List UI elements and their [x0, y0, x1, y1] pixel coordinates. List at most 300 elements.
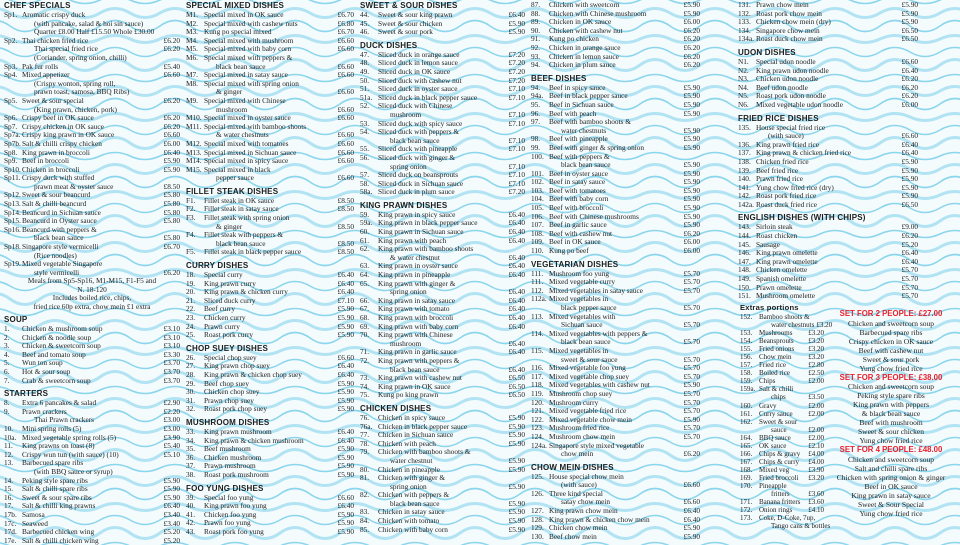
item-number: 17b. — [4, 511, 22, 520]
menu-item — [4, 377, 180, 386]
item-name: King prawn chop suey — [204, 362, 336, 371]
item-number: Sp7b. — [4, 140, 22, 149]
menu-item — [4, 537, 180, 545]
item-name: Kung po chicken — [549, 35, 682, 44]
item-name: Mixed vegetables in — [549, 347, 698, 356]
item-name: Yung chow fried rice (dry) — [756, 184, 900, 193]
item-name: King prawn in pineapple — [378, 271, 507, 280]
item-number: M15. — [186, 166, 204, 175]
menu-item — [740, 313, 824, 321]
item-name: black bean sauce — [378, 137, 507, 146]
menu-item — [740, 410, 824, 418]
item-number: Sp10. — [4, 166, 22, 175]
item-name: Boiled rice — [759, 369, 806, 377]
item-price: £5.90 — [336, 397, 354, 406]
item-price: £6.60 — [336, 45, 354, 54]
item-name: Beef in OK sauce — [549, 238, 682, 247]
item-number: 115. — [531, 347, 549, 356]
item-price: £5.90 — [682, 84, 700, 93]
item-number: 151. — [738, 292, 756, 301]
item-number: 48. — [360, 59, 378, 68]
item-number: 75. — [360, 391, 378, 400]
item-price — [178, 80, 180, 89]
item-name: Chicken in pineapple — [378, 466, 507, 475]
item-price: £5.90 — [507, 20, 525, 29]
item-number: 58. — [360, 180, 378, 189]
item-name: Onion rings — [759, 506, 806, 514]
item-number: 45. — [360, 20, 378, 29]
item-name: King prawns on toast (8) — [22, 442, 162, 451]
menu-item — [740, 418, 824, 426]
item-name: Chicken in plum sauce — [549, 61, 682, 70]
item-number: 97. — [531, 118, 549, 127]
item-price: £6.50 — [507, 383, 525, 392]
item-price: £5.70 — [682, 433, 700, 442]
item-price: £7.10 — [507, 163, 525, 172]
item-price: £5.90 — [682, 144, 700, 153]
item-name: Special mixed with bamboo shoots — [204, 123, 352, 132]
menu-item — [531, 442, 700, 451]
item-name: Sweet & sour chicken — [378, 20, 507, 29]
item-price: £3.60 — [806, 498, 824, 506]
set-meal-item: Salt and chilli spare ribs — [822, 464, 960, 473]
menu-item — [186, 214, 354, 223]
item-name: Chicken in satay sauce — [378, 508, 507, 517]
item-price: £6.20 — [900, 75, 918, 84]
item-price: £5.90 — [682, 524, 700, 533]
menu-item — [740, 450, 824, 458]
item-number: 167. — [740, 458, 759, 466]
item-number: 56. — [360, 154, 378, 163]
item-price: £6.60 — [162, 131, 180, 140]
item-price: £5.90 — [507, 414, 525, 423]
menu-item — [740, 458, 824, 466]
item-number: 102. — [531, 178, 549, 187]
item-name: prawn meat & oyster sauce — [22, 183, 162, 192]
item-name: mushroom — [378, 340, 507, 349]
item-price: £6.60 — [336, 494, 354, 503]
item-price: £4.00 — [806, 458, 824, 466]
item-name: Beef udon noodle — [756, 84, 900, 93]
item-price: £6.20 — [162, 114, 180, 123]
item-price: £5.90 — [336, 511, 354, 520]
item-price: £5.70 — [682, 304, 700, 313]
item-number — [4, 269, 22, 278]
item-name: King prawn chow mein — [549, 507, 682, 516]
item-number: 40. — [186, 502, 204, 511]
item-number: 26. — [186, 354, 204, 363]
menu-item — [531, 490, 700, 499]
menu-item — [740, 466, 824, 474]
item-name: Beancurd with peppers & — [22, 226, 178, 235]
item-name: Chicken in broccoli — [22, 166, 162, 175]
set-meals — [822, 309, 960, 518]
item-name: Sweet & sour spare ribs — [22, 494, 162, 503]
item-name: & water chestnut — [378, 254, 507, 263]
item-number: 108. — [531, 230, 549, 239]
item-price: £5.90 — [682, 110, 700, 119]
item-price: £5.70 — [682, 278, 700, 287]
item-price: £6.60 — [336, 88, 354, 97]
item-number: M5. — [186, 45, 204, 54]
item-number: 121. — [531, 407, 549, 416]
item-number: 143. — [738, 223, 756, 232]
item-number: 153. — [740, 329, 759, 337]
item-price: £5.90 — [682, 92, 700, 101]
item-number: Sp14. — [4, 209, 22, 218]
item-name: Sliced duck in lemon sauce — [378, 59, 507, 68]
item-number: 98. — [531, 135, 549, 144]
item-price: £5.90 — [682, 161, 700, 170]
item-number: 156. — [740, 353, 759, 361]
item-number: Sp15. — [4, 217, 22, 226]
item-name: black bean sauce — [549, 161, 682, 170]
item-name: King prawn with ginger & — [378, 280, 523, 289]
item-price: £6.40 — [336, 428, 354, 437]
item-price: £5.90 — [682, 170, 700, 179]
menu-item — [186, 97, 354, 106]
item-name: Chicken with baby corn — [378, 526, 507, 535]
item-number: 159a. — [740, 385, 759, 393]
menu-item — [738, 101, 918, 110]
item-name: Crispy wun tun (with sauce) (10) — [22, 451, 162, 460]
item-number: 168. — [740, 466, 759, 474]
item-price: £5.90 — [336, 331, 354, 340]
item-name: satay chow mein — [549, 498, 682, 507]
item-number: 46. — [360, 28, 378, 37]
item-name: Chicken in lemon sauce — [549, 53, 682, 62]
set-meal-item: Sweet & sour chicken — [822, 427, 960, 436]
item-name: Chicken curry — [204, 314, 336, 323]
item-name: Mixed vegetable Singapore — [22, 260, 178, 269]
item-number: 145. — [738, 241, 756, 250]
item-name: Samosa — [22, 511, 162, 520]
item-price: £6.40 — [507, 262, 525, 271]
item-name: black bean sauce — [378, 366, 507, 375]
item-price: £5.90 — [507, 431, 525, 440]
item-number: 51a. — [360, 94, 378, 103]
item-price: £3.40 — [162, 511, 180, 520]
item-name: Chicken chow mein — [549, 524, 682, 533]
item-name: Chicken with ginger & — [378, 474, 523, 483]
set-meal-item: Peking style spare ribs — [822, 391, 960, 400]
item-number: 149. — [738, 275, 756, 284]
item-number: 90. — [531, 27, 549, 36]
item-number: 128. — [531, 516, 549, 525]
item-name: Mushroom curry — [549, 399, 682, 408]
menu-item — [740, 514, 824, 522]
item-name: black bean sauce — [549, 338, 682, 347]
item-number: 87. — [531, 1, 549, 10]
item-name: King prawn & chicken mushroom — [204, 437, 336, 446]
item-name: Roast pork chop suey — [204, 405, 336, 414]
item-number: 155. — [740, 345, 759, 353]
item-name: (King prawn, chicken, pork) — [22, 106, 178, 115]
item-number: 158. — [740, 369, 759, 377]
item-price: £6.40 — [507, 11, 525, 20]
menu-item — [740, 442, 824, 450]
item-name: Chicken with peppers & — [378, 491, 523, 500]
item-name: Beef with pineapple — [549, 135, 682, 144]
menu-item — [360, 491, 525, 500]
item-number: 30. — [186, 388, 204, 397]
item-name: Fillet steak in OK sauce — [204, 197, 336, 206]
item-name: Special udon noodle — [756, 58, 900, 67]
item-name: Kung po beef — [549, 247, 682, 256]
item-number: 169. — [740, 474, 759, 482]
item-price: £6.40 — [336, 271, 354, 280]
item-price: £6.40 — [507, 254, 525, 263]
menu-item — [360, 102, 525, 111]
item-name: Prawn chop suey — [204, 397, 336, 406]
item-number: 135. — [738, 124, 756, 133]
item-price: £3.50 — [806, 393, 824, 401]
item-price: £6.50 — [507, 374, 525, 383]
set-meal-item: Chicken and sweetcorn soup — [822, 319, 960, 328]
menu-item — [740, 353, 824, 361]
item-number: 80. — [360, 466, 378, 475]
item-number: 111. — [531, 270, 549, 279]
item-name: Chicken udon noodle — [756, 75, 900, 84]
item-name: Pineapple — [759, 482, 822, 490]
item-number: F3. — [186, 214, 204, 223]
item-name: water chestnuts — [549, 127, 682, 136]
item-name: Mixed vegetable udon noodle — [756, 101, 900, 110]
item-price: £5.90 — [682, 195, 700, 204]
item-name: black bean sauce — [378, 500, 507, 509]
item-name: Thai chicken fried rice — [22, 37, 162, 46]
item-price: £6.40 — [900, 249, 918, 258]
item-name: Thai special fried rice — [22, 45, 162, 54]
item-name: Beancurd in Oyster sauce — [22, 217, 162, 226]
item-price: £2.00 — [806, 410, 824, 418]
item-number: 162. — [740, 418, 759, 426]
item-name: Sliced duck with ginger & — [378, 154, 523, 163]
item-name: King prawn & chicken curry — [204, 288, 336, 297]
menu-column-5 — [738, 1, 918, 301]
item-name: Sliced duck on beansprouts — [378, 171, 507, 180]
item-number: 105. — [531, 204, 549, 213]
item-number: 36. — [186, 454, 204, 463]
item-name: Special chop suey — [204, 354, 336, 363]
item-price: £6.70 — [336, 28, 354, 37]
item-number: F5. — [186, 248, 204, 257]
item-name: House special chow mein — [549, 473, 698, 482]
item-name: Barbecued chicken wing — [22, 528, 162, 537]
item-number: 139. — [738, 167, 756, 176]
item-name: King prawn with tomato — [378, 305, 507, 314]
item-number: Sp1. — [4, 11, 22, 20]
menu-note: Includes boiled rice, chips, — [4, 294, 180, 302]
item-price: £6.40 — [507, 323, 525, 332]
menu-item — [186, 54, 354, 63]
item-name: King prawn in broccoli — [22, 149, 162, 158]
menu-item — [360, 280, 525, 289]
item-name: prawn toast, samosa, BBQ Ribs) — [22, 88, 178, 97]
item-number: 111. — [531, 278, 549, 287]
item-number: 117. — [531, 373, 549, 382]
item-price: £7.20 — [507, 59, 525, 68]
item-number: 148. — [738, 266, 756, 275]
item-name: Chicken with Chinese mushroom — [549, 10, 682, 19]
item-price: £6.20 — [162, 97, 180, 106]
item-price: £2.50 — [806, 369, 824, 377]
item-name: Wun ton soup — [22, 359, 162, 368]
item-number: Sp6. — [4, 114, 22, 123]
item-name: King prawn & chicken chow mein — [549, 516, 682, 525]
item-name: Beef curry — [204, 305, 336, 314]
item-name: Singapore style mixed vegetable — [549, 442, 698, 451]
item-name: Mixed vegetable chop suey — [549, 373, 682, 382]
item-number: 10. — [4, 425, 22, 434]
section-heading: ENGLISH DISHES (WITH CHIPS) — [738, 213, 918, 222]
item-price: £5.90 — [900, 10, 918, 19]
menu-item — [186, 123, 354, 132]
item-number: 85. — [360, 526, 378, 535]
item-price: £3.20 — [806, 474, 824, 482]
set-meal-item: & black bean sauce — [822, 409, 960, 418]
item-price: £5.90 — [507, 517, 525, 526]
item-number: M9. — [186, 97, 204, 106]
menu-item — [738, 201, 918, 210]
item-price: £6.70 — [162, 243, 180, 252]
item-number: Sp9. — [4, 157, 22, 166]
item-name: Sirloin steak — [756, 223, 900, 232]
item-price: £6.40 — [507, 219, 525, 228]
item-number: 37. — [186, 462, 204, 471]
item-price: £5.90 — [336, 388, 354, 397]
item-number — [531, 450, 549, 459]
menu-item — [4, 226, 180, 235]
section-heading: CURRY DISHES — [186, 261, 354, 270]
item-name: Aromatic crispy duck — [22, 11, 178, 20]
item-number: 55. — [360, 145, 378, 154]
item-name: Mixed vegetables in — [549, 295, 698, 304]
item-price: £5.90 — [682, 213, 700, 222]
item-name: Beef with cashew nut — [549, 230, 682, 239]
item-name: Beef with peach — [549, 110, 682, 119]
menu-item — [531, 330, 700, 339]
item-price: £5.90 — [336, 454, 354, 463]
menu-item — [531, 247, 700, 256]
item-name: Chicken in black pepper sauce — [378, 423, 507, 432]
menu-item — [740, 337, 824, 345]
item-price: £2.00 — [806, 434, 824, 442]
menu-item — [738, 35, 918, 44]
item-name: Beef with baby corn — [549, 195, 682, 204]
item-number: 126. — [531, 490, 549, 499]
menu-item — [360, 245, 525, 254]
item-price: £6.50 — [900, 35, 918, 44]
item-name: Special mixed with Chinese — [204, 97, 352, 106]
menu-note: Meals from Sp5-Sp16, M1-M15, F1-F5 and — [4, 277, 180, 285]
item-name: Special mixed with mushroom — [204, 37, 336, 46]
set-meal-item: Chicken and sweetcorn soup — [822, 455, 960, 464]
section-heading: SOUP — [4, 315, 180, 324]
item-number: 61. — [360, 237, 378, 246]
item-number: 25. — [186, 331, 204, 340]
menu-item — [360, 154, 525, 163]
item-number: 11. — [4, 442, 22, 451]
item-name: Prawn crackers — [22, 408, 162, 417]
item-price: £5.70 — [682, 424, 700, 433]
item-number: 32. — [186, 405, 204, 414]
menu-note: fried rice 60p extra, chow mein £1 extra — [4, 303, 180, 311]
menu-item — [186, 80, 354, 89]
menu-item — [360, 474, 525, 483]
menu-item — [740, 498, 824, 506]
set-meal-item: Chicken with spring onion & ginger — [822, 473, 960, 482]
menu-item — [360, 357, 525, 366]
section-heading: FRIED RICE DISHES — [738, 114, 918, 123]
item-name: Mixed vegetables with cashew nut — [549, 381, 682, 390]
item-price: £5.90 — [162, 494, 180, 503]
item-price: £5.90 — [507, 500, 525, 509]
item-name: Quarter £8.00 Half £15.50 Whole £30.00 — [22, 28, 178, 37]
item-price: £5.90 — [162, 166, 180, 175]
set-meal-item: Crispy chicken in OK sauce — [822, 337, 960, 346]
item-price: £5.90 — [682, 101, 700, 110]
item-price: £4.10 — [806, 506, 824, 514]
item-price: £5.40 — [162, 442, 180, 451]
item-price: £6.40 — [162, 149, 180, 158]
item-price: £6.20 — [682, 53, 700, 62]
item-name: Mushroom fried rice — [549, 424, 682, 433]
item-number: 2. — [4, 334, 22, 343]
section-heading: FILLET STEAK DISHES — [186, 187, 354, 196]
item-name: sweet & sour sauce — [549, 356, 682, 365]
extras-title: Extras portions — [740, 303, 824, 312]
item-number: 83. — [360, 508, 378, 517]
item-price: £3.20 — [806, 353, 824, 361]
item-price: £5.90 — [162, 485, 180, 494]
item-number: 171. — [740, 498, 759, 506]
item-price: £7.10 — [507, 171, 525, 180]
item-number: 19. — [186, 280, 204, 289]
item-name: Sliced duck in oyster sauce — [378, 85, 507, 94]
menu-item — [186, 248, 354, 257]
item-name: Special mixed in satay sauce — [204, 71, 336, 80]
menu-column-1 — [4, 1, 180, 545]
item-number: 70. — [360, 331, 378, 340]
item-number: 78. — [360, 440, 378, 449]
item-name: Beef in black pepper sauce — [549, 92, 682, 101]
menu-item — [738, 124, 918, 133]
item-price: £5.70 — [900, 275, 918, 284]
item-price: £2.00 — [806, 377, 824, 385]
section-heading: SWEET & SOUR DISHES — [360, 1, 525, 10]
item-name: Fillet steak in black pepper sauce — [204, 248, 336, 257]
item-price: £6.50 — [900, 27, 918, 36]
item-name: Mixed vegetables with peppers & — [549, 330, 698, 339]
item-price: £5.70 — [682, 364, 700, 373]
item-name: Sliced duck with peppers & — [378, 128, 523, 137]
item-number: 140. — [738, 175, 756, 184]
item-name: Beef in garlic sauce — [549, 221, 682, 230]
item-name: King prawn in black pepper sauce — [378, 219, 507, 228]
item-number: 60. — [360, 228, 378, 237]
item-price: £2.00 — [806, 426, 824, 434]
section-heading: UDON DISHES — [738, 48, 918, 57]
item-price: £6.80 — [336, 20, 354, 29]
item-name: Prawn mushroom — [204, 462, 336, 471]
item-name: Chicken with sweetcorn — [549, 1, 682, 10]
menu-item — [740, 402, 824, 410]
item-name: Special mixed with cashew nuts — [204, 20, 336, 29]
item-number: F4. — [186, 231, 204, 240]
item-price: £5.90 — [682, 1, 700, 10]
item-name: Chicken in OK sauce — [549, 18, 682, 27]
